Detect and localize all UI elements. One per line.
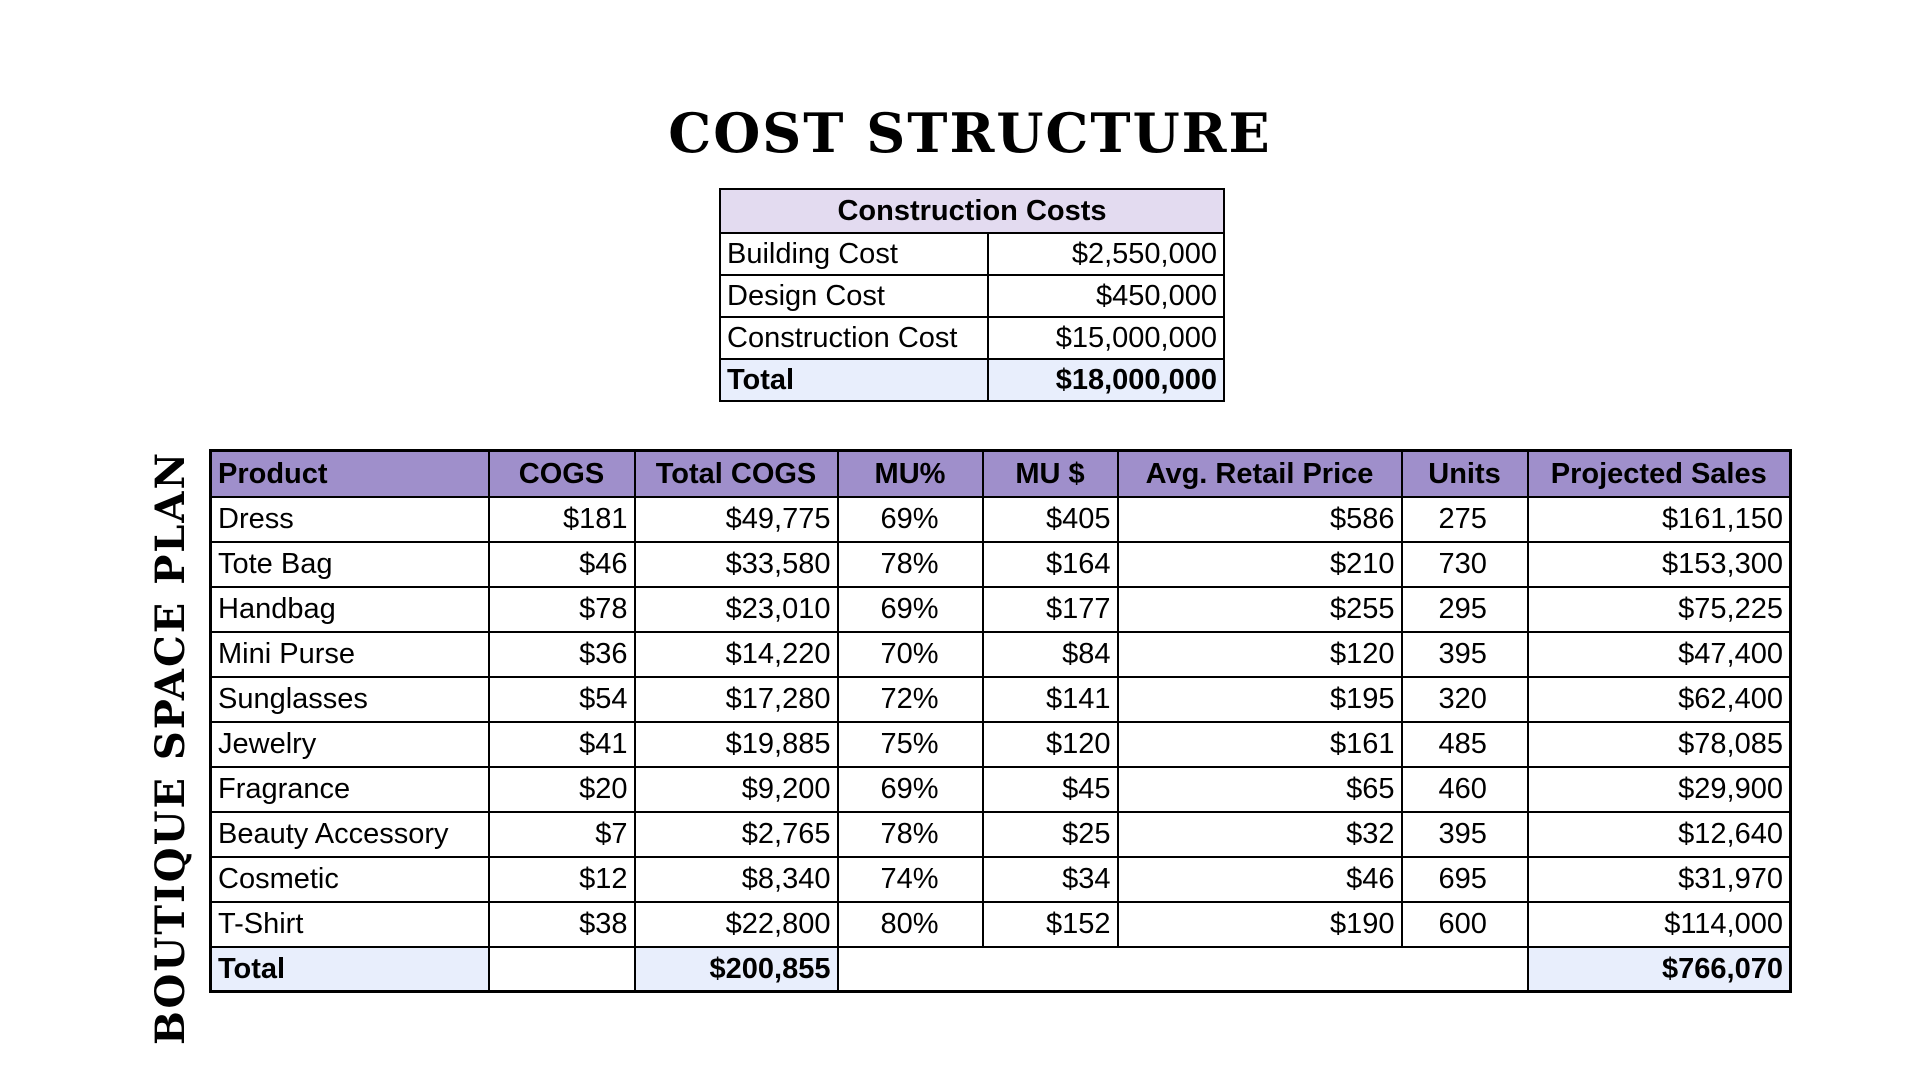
cost-label: Construction Cost — [720, 317, 988, 359]
product-name: Sunglasses — [211, 677, 489, 722]
table-row — [211, 812, 1791, 857]
total-cogs-cell: $17,280 — [635, 677, 838, 722]
cost-label: Design Cost — [720, 275, 988, 317]
product-header-row — [211, 451, 1791, 498]
table-row — [211, 677, 1791, 722]
total-cogs-cell: $2,765 — [635, 812, 838, 857]
table-row — [720, 317, 1224, 359]
units-cell: 485 — [1402, 722, 1528, 767]
construction-costs-header: Construction Costs — [720, 189, 1224, 233]
mu-dollar-cell: $84 — [983, 632, 1118, 677]
mu-dollar-cell: $45 — [983, 767, 1118, 812]
table-row — [211, 587, 1791, 632]
product-name: T-Shirt — [211, 902, 489, 947]
mu-pct-cell: 69% — [838, 587, 983, 632]
product-name: Jewelry — [211, 722, 489, 767]
product-name: Cosmetic — [211, 857, 489, 902]
total-cogs-cell: $8,340 — [635, 857, 838, 902]
projected-sales-cell: $31,970 — [1528, 857, 1791, 902]
units-cell: 395 — [1402, 632, 1528, 677]
mu-dollar-cell: $141 — [983, 677, 1118, 722]
total-cogs-cell: $19,885 — [635, 722, 838, 767]
avg-retail-cell: $161 — [1118, 722, 1402, 767]
total-cogs-cell: $22,800 — [635, 902, 838, 947]
empty-cell — [489, 947, 635, 992]
avg-retail-cell: $195 — [1118, 677, 1402, 722]
total-cogs-cell: $23,010 — [635, 587, 838, 632]
mu-pct-cell: 74% — [838, 857, 983, 902]
cogs-cell: $38 — [489, 902, 635, 947]
avg-retail-cell: $32 — [1118, 812, 1402, 857]
product-name: Beauty Accessory — [211, 812, 489, 857]
mu-dollar-cell: $164 — [983, 542, 1118, 587]
total-label: Total — [720, 359, 988, 401]
projected-sales-cell: $75,225 — [1528, 587, 1791, 632]
total-value: $18,000,000 — [988, 359, 1224, 401]
cogs-cell: $181 — [489, 497, 635, 542]
avg-retail-cell: $586 — [1118, 497, 1402, 542]
product-name: Dress — [211, 497, 489, 542]
mu-pct-cell: 80% — [838, 902, 983, 947]
avg-retail-cell: $210 — [1118, 542, 1402, 587]
units-cell: 320 — [1402, 677, 1528, 722]
total-cogs-cell: $9,200 — [635, 767, 838, 812]
mu-pct-cell: 75% — [838, 722, 983, 767]
col-header-avg-retail: Avg. Retail Price — [1118, 451, 1402, 498]
total-cogs-cell: $14,220 — [635, 632, 838, 677]
product-name: Handbag — [211, 587, 489, 632]
avg-retail-cell: $255 — [1118, 587, 1402, 632]
table-row — [211, 542, 1791, 587]
cogs-cell: $36 — [489, 632, 635, 677]
total-label: Total — [211, 947, 489, 992]
col-header-projected-sales: Projected Sales — [1528, 451, 1791, 498]
cogs-cell: $41 — [489, 722, 635, 767]
product-total-row — [211, 947, 1791, 992]
product-name: Mini Purse — [211, 632, 489, 677]
units-cell: 695 — [1402, 857, 1528, 902]
units-cell: 730 — [1402, 542, 1528, 587]
cost-value: $15,000,000 — [988, 317, 1224, 359]
mu-dollar-cell: $177 — [983, 587, 1118, 632]
units-cell: 275 — [1402, 497, 1528, 542]
page-title: COST STRUCTURE — [668, 101, 1272, 165]
col-header-mu-dollar: MU $ — [983, 451, 1118, 498]
cogs-cell: $54 — [489, 677, 635, 722]
projected-sales-cell: $12,640 — [1528, 812, 1791, 857]
avg-retail-cell: $46 — [1118, 857, 1402, 902]
cogs-cell: $7 — [489, 812, 635, 857]
total-cogs-cell: $33,580 — [635, 542, 838, 587]
total-cogs-cell: $49,775 — [635, 497, 838, 542]
product-table — [209, 449, 1792, 993]
construction-total-row — [720, 359, 1224, 401]
mu-dollar-cell: $405 — [983, 497, 1118, 542]
mu-pct-cell: 69% — [838, 767, 983, 812]
mu-pct-cell: 78% — [838, 812, 983, 857]
col-header-product: Product — [211, 451, 489, 498]
cogs-cell: $12 — [489, 857, 635, 902]
units-cell: 460 — [1402, 767, 1528, 812]
projected-sales-sum: $766,070 — [1528, 947, 1791, 992]
projected-sales-cell: $29,900 — [1528, 767, 1791, 812]
mu-pct-cell: 69% — [838, 497, 983, 542]
table-row — [211, 902, 1791, 947]
col-header-units: Units — [1402, 451, 1528, 498]
table-row — [720, 275, 1224, 317]
product-name: Fragrance — [211, 767, 489, 812]
avg-retail-cell: $65 — [1118, 767, 1402, 812]
col-header-total-cogs: Total COGS — [635, 451, 838, 498]
empty-cell — [838, 947, 1528, 992]
projected-sales-cell: $153,300 — [1528, 542, 1791, 587]
cost-value: $450,000 — [988, 275, 1224, 317]
projected-sales-cell: $78,085 — [1528, 722, 1791, 767]
mu-dollar-cell: $152 — [983, 902, 1118, 947]
cogs-cell: $78 — [489, 587, 635, 632]
cogs-cell: $20 — [489, 767, 635, 812]
avg-retail-cell: $120 — [1118, 632, 1402, 677]
table-row — [720, 233, 1224, 275]
table-row — [211, 722, 1791, 767]
col-header-mu-pct: MU% — [838, 451, 983, 498]
mu-pct-cell: 78% — [838, 542, 983, 587]
construction-costs-table — [719, 188, 1225, 402]
units-cell: 600 — [1402, 902, 1528, 947]
mu-pct-cell: 72% — [838, 677, 983, 722]
side-title: BOUTIQUE SPACE PLAN — [147, 450, 194, 1046]
product-name: Tote Bag — [211, 542, 489, 587]
mu-dollar-cell: $34 — [983, 857, 1118, 902]
projected-sales-cell: $47,400 — [1528, 632, 1791, 677]
units-cell: 295 — [1402, 587, 1528, 632]
mu-dollar-cell: $120 — [983, 722, 1118, 767]
cost-value: $2,550,000 — [988, 233, 1224, 275]
table-row — [211, 857, 1791, 902]
projected-sales-cell: $62,400 — [1528, 677, 1791, 722]
col-header-cogs: COGS — [489, 451, 635, 498]
table-row — [211, 497, 1791, 542]
cost-label: Building Cost — [720, 233, 988, 275]
table-row — [211, 767, 1791, 812]
units-cell: 395 — [1402, 812, 1528, 857]
avg-retail-cell: $190 — [1118, 902, 1402, 947]
mu-dollar-cell: $25 — [983, 812, 1118, 857]
cogs-cell: $46 — [489, 542, 635, 587]
total-cogs-sum: $200,855 — [635, 947, 838, 992]
projected-sales-cell: $114,000 — [1528, 902, 1791, 947]
table-row — [211, 632, 1791, 677]
projected-sales-cell: $161,150 — [1528, 497, 1791, 542]
mu-pct-cell: 70% — [838, 632, 983, 677]
